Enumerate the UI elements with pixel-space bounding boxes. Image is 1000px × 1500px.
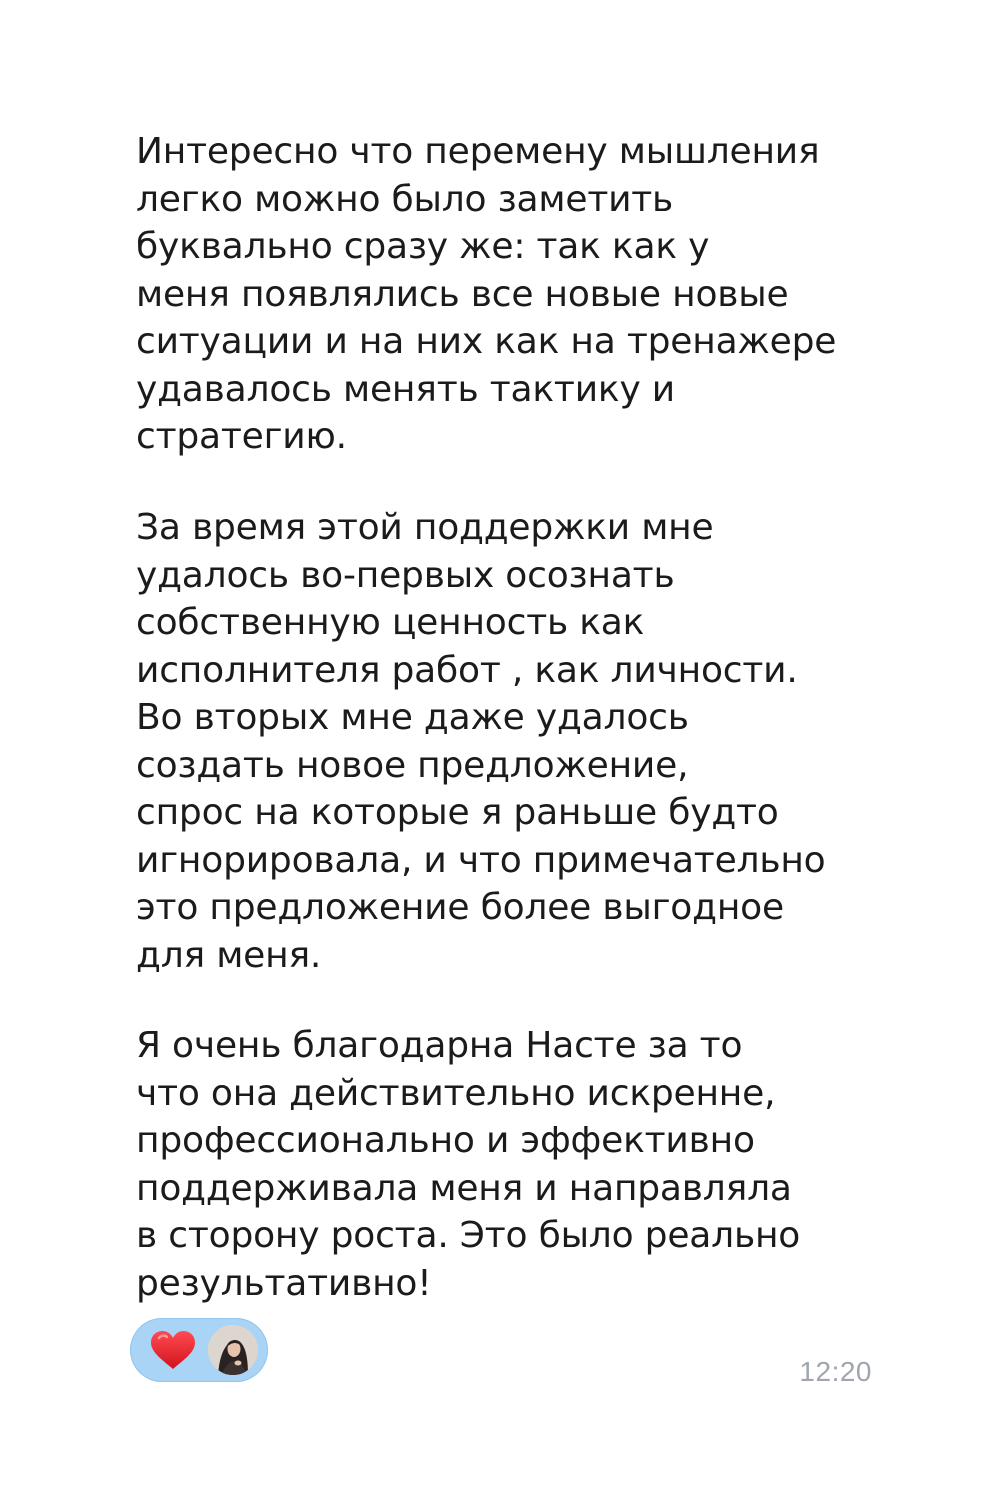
text-line: Интересно что перемену мышления (136, 131, 820, 172)
text-line: для меня. (136, 934, 322, 976)
message-paragraph-1 (136, 128, 836, 461)
text-line: ситуации и на них как на тренажере (136, 321, 837, 362)
text-line: стратегию. (136, 416, 347, 457)
text-line: За время этой поддержки мне (136, 507, 714, 548)
text-line: исполнителя работ , как личности. (136, 649, 798, 691)
red-heart-icon (150, 1330, 196, 1370)
user-avatar-icon (208, 1325, 258, 1375)
text-line: поддерживала меня и направляла (136, 1167, 792, 1209)
text-line: удалось во-первых осознать (136, 554, 675, 596)
text-line: результативно! (136, 1262, 432, 1304)
text-line: собственную ценность как (136, 602, 645, 643)
message-paragraph-3 (136, 1022, 800, 1307)
text-line: это предложение более выгодное (136, 887, 784, 928)
text-line: Я очень благодарна Насте за то (136, 1025, 743, 1066)
message-time: 12:20 (799, 1356, 872, 1387)
message-paragraph-2 (136, 504, 826, 979)
text-line: спрос на которые я раньше будто (136, 792, 779, 833)
text-line: меня появлялись все новые новые (136, 273, 789, 315)
text-line: легко можно было заметить (136, 178, 674, 220)
text-line: Во вторых мне даже удалось (136, 697, 689, 738)
text-line: создать новое предложение, (136, 744, 689, 786)
text-line: игнорировала, и что примечательно (136, 839, 826, 881)
text-line: буквально сразу же: так как у (136, 226, 710, 267)
text-line: что она действительно искренне, (136, 1072, 776, 1114)
text-line: профессионально и эффективно (136, 1120, 755, 1161)
text-line: в сторону роста. Это было реально (136, 1215, 801, 1256)
text-line: удавалось менять тактику и (136, 368, 675, 410)
reaction-chip[interactable] (130, 1318, 268, 1382)
